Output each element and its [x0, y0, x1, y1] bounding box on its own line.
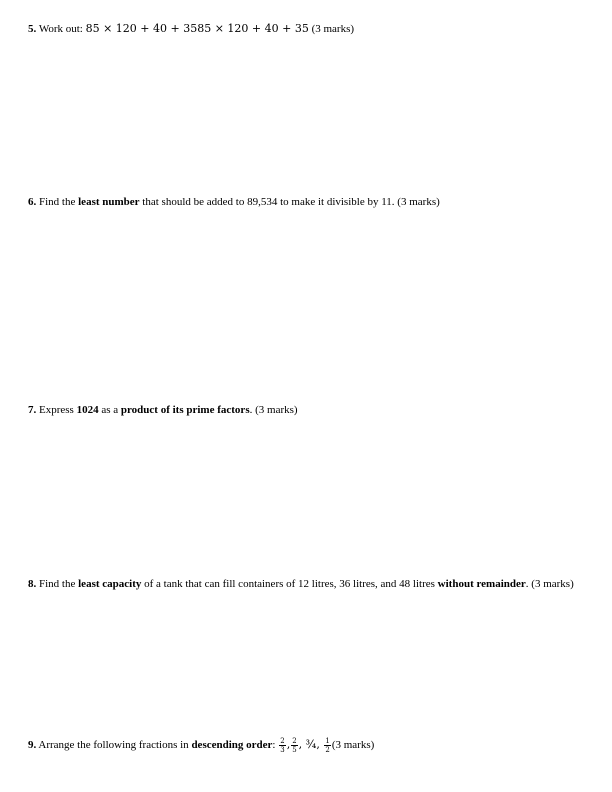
- question-number: 6.: [28, 196, 37, 208]
- fraction-separator: ,: [286, 738, 291, 751]
- fraction-numerator: 1: [325, 736, 330, 745]
- question-text: . (3 marks): [249, 404, 298, 416]
- fraction-separator: ,: [298, 738, 306, 751]
- emphasis-text: least number: [78, 196, 140, 208]
- fraction-denominator: 3: [280, 745, 285, 754]
- question-8: [28, 574, 593, 595]
- question-text: :: [272, 739, 279, 751]
- question-text: that should be added to 89,534 to make it divisible by 11. (3 marks): [139, 196, 440, 208]
- question-number: 9.: [28, 739, 37, 751]
- fraction: [291, 737, 297, 754]
- question-9: [28, 734, 593, 756]
- fraction: [279, 737, 285, 754]
- question-text: Find the: [36, 196, 79, 208]
- emphasis-text: product of its prime factors: [120, 404, 250, 416]
- question-text: Work out:: [38, 23, 86, 35]
- fraction-denominator: 5: [292, 745, 297, 754]
- math-expression: 85 × 120 + 40 + 3585 × 120 + 40 + 35: [85, 22, 309, 35]
- mixed-fraction: ¾: [305, 738, 317, 751]
- question-number: 5.: [28, 23, 37, 35]
- question-text: Express: [36, 404, 77, 416]
- fraction-numerator: 2: [280, 736, 285, 745]
- question-text: . (3 marks): [525, 578, 574, 590]
- question-6: [28, 192, 593, 213]
- marks-label: (3 marks): [331, 739, 375, 751]
- emphasis-text: without remainder: [437, 578, 526, 590]
- marks-label: (3 marks): [308, 23, 355, 35]
- emphasis-text: least capacity: [78, 578, 142, 590]
- question-text: Find the: [36, 578, 79, 590]
- question-text: Arrange the following fractions in: [36, 739, 192, 751]
- fraction-numerator: 2: [292, 736, 297, 745]
- question-7: [28, 400, 593, 421]
- question-number: 8.: [28, 578, 37, 590]
- fraction-denominator: 2: [325, 745, 330, 754]
- question-number: 7.: [28, 404, 37, 416]
- fraction: [324, 737, 330, 754]
- question-text: as a: [98, 404, 121, 416]
- question-5: [28, 18, 593, 40]
- emphasis-text: 1024: [76, 404, 99, 416]
- question-text: of a tank that can fill containers of 12 litres, 36 litres, and 48 litres: [141, 578, 438, 590]
- emphasis-text: descending order: [191, 739, 273, 751]
- fraction-separator: ,: [316, 738, 324, 751]
